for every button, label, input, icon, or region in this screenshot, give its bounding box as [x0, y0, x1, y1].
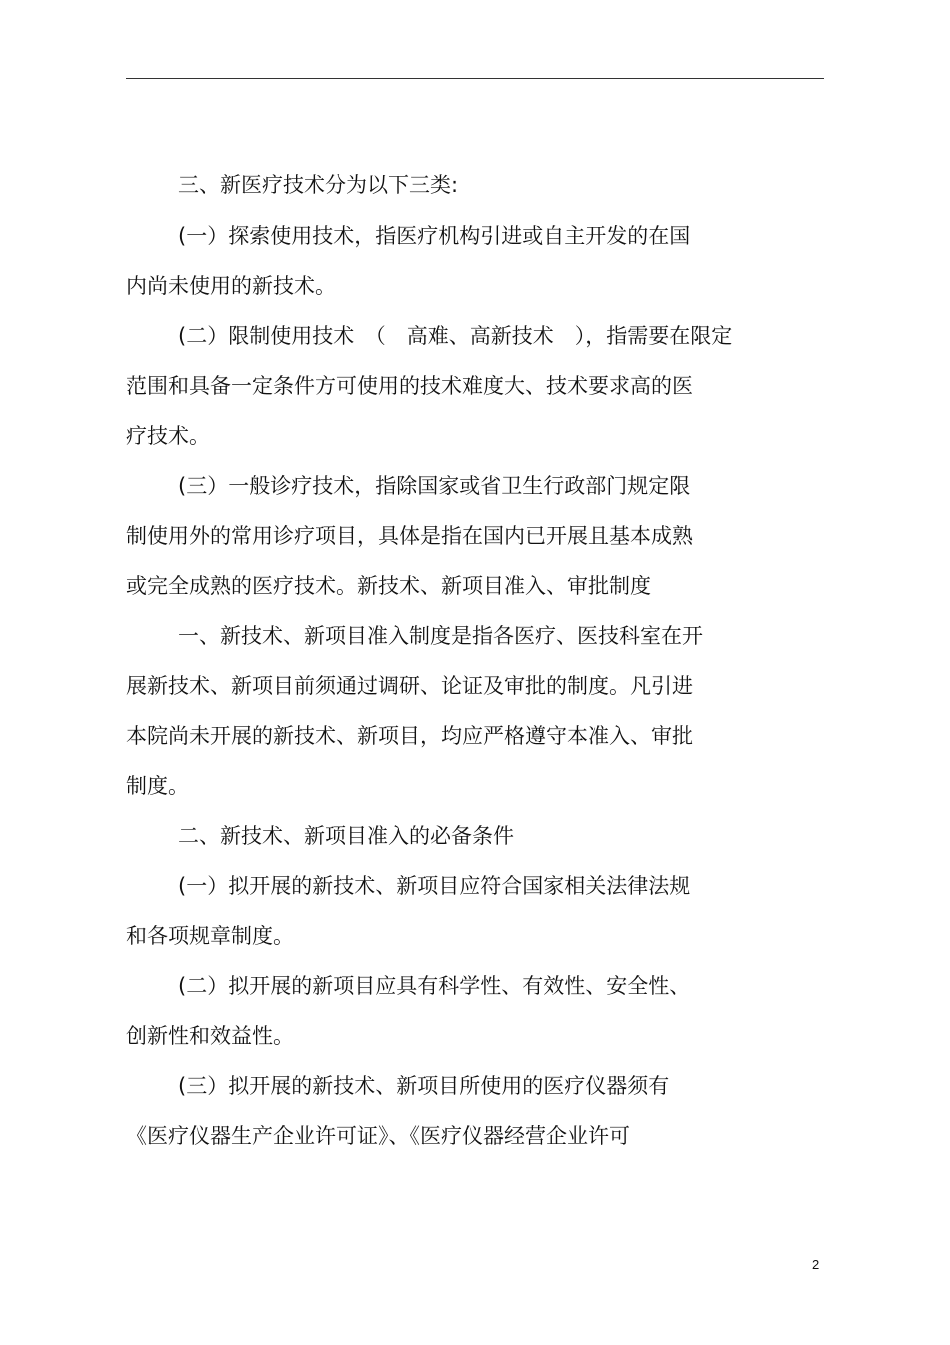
paragraph-line: (一）探索使用技术，指医疗机构引进或自主开发的在国	[178, 224, 691, 248]
paragraph-line: (二）限制使用技术 （ 高难、高新技术 ），指需要在限定	[178, 324, 733, 348]
paragraph-line: 一、新技术、新项目准入制度是指各医疗、医技科室在开	[178, 624, 703, 648]
paragraph-line: (二）拟开展的新项目应具有科学性、有效性、安全性、	[178, 974, 691, 998]
paragraph-line: 疗技术。	[126, 424, 210, 448]
page-number: 2	[812, 1257, 820, 1272]
paragraph-line: 或完全成熟的医疗技术。新技术、新项目准入、审批制度	[126, 574, 651, 598]
paragraph-line: 范围和具备一定条件方可使用的技术难度大、技术要求高的医	[126, 374, 693, 398]
paragraph-line: 制度。	[126, 774, 189, 798]
paragraph-line: 本院尚未开展的新技术、新项目，均应严格遵守本准入、审批	[126, 724, 693, 748]
header-rule	[126, 78, 824, 79]
section-heading-3: 三、新医疗技术分为以下三类:	[178, 173, 459, 197]
paragraph-line: (一）拟开展的新技术、新项目应符合国家相关法律法规	[178, 874, 691, 898]
section-heading-2: 二、新技术、新项目准入的必备条件	[178, 824, 514, 848]
paragraph-line: (三）拟开展的新技术、新项目所使用的医疗仪器须有	[178, 1074, 670, 1098]
paragraph-line: 创新性和效益性。	[126, 1024, 294, 1048]
paragraph-line: 和各项规章制度。	[126, 924, 294, 948]
paragraph-line: 制使用外的常用诊疗项目，具体是指在国内已开展且基本成熟	[126, 524, 693, 548]
paragraph-line: 展新技术、新项目前须通过调研、论证及审批的制度。凡引进	[126, 674, 693, 698]
paragraph-line: 《医疗仪器生产企业许可证》、《医疗仪器经营企业许可	[126, 1124, 630, 1148]
paragraph-line: 内尚未使用的新技术。	[126, 274, 336, 298]
paragraph-line: (三）一般诊疗技术，指除国家或省卫生行政部门规定限	[178, 474, 691, 498]
